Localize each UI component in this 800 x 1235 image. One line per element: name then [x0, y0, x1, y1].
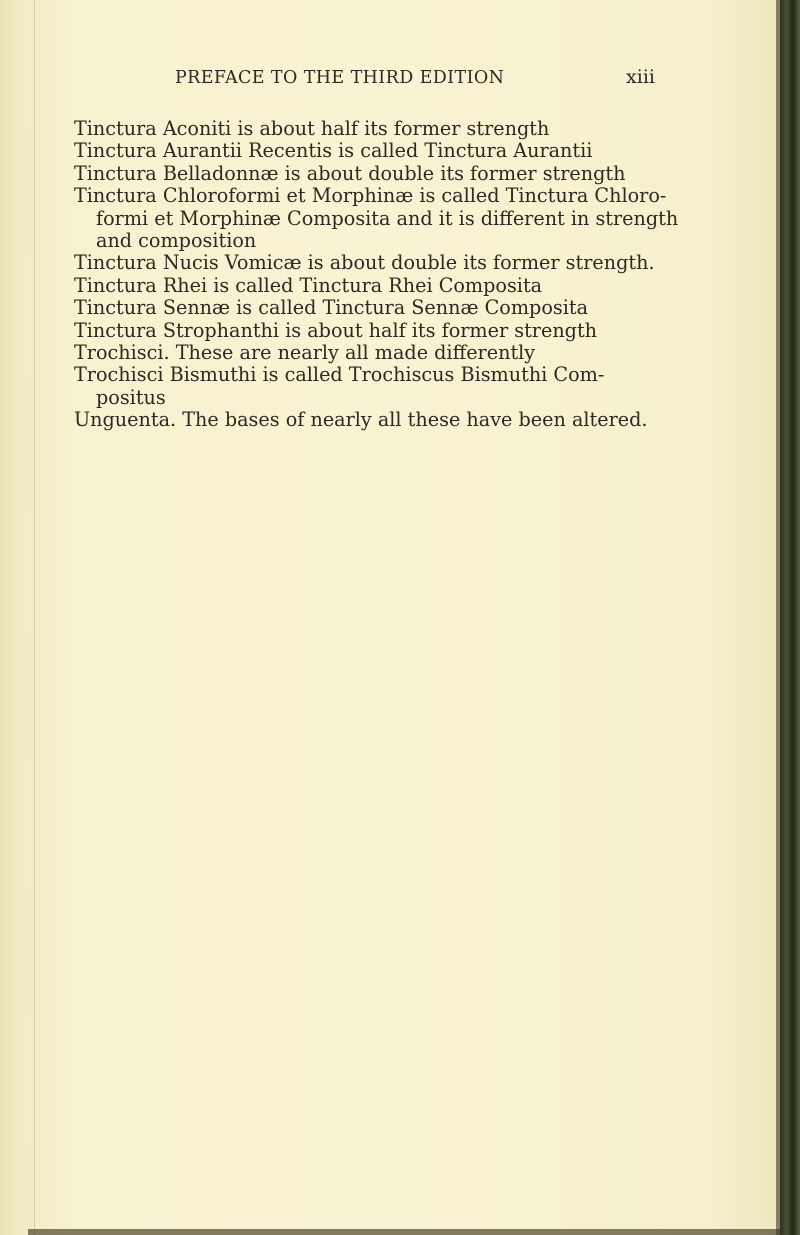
text-line-continued: formi et Morphinæ Composita and it is different in strength: [96, 206, 679, 230]
page-bottom-edge: [28, 1229, 788, 1235]
page-body: [74, 118, 764, 432]
page-number: xiii: [626, 66, 655, 88]
text-line-continued: positus: [96, 385, 166, 409]
text-line: Tinctura Aurantii Recentis is called Tinctura Aurantii: [74, 139, 593, 163]
text-line: Trochisci Bismuthi is called Trochiscus Bismuthi Com-: [74, 363, 605, 387]
text-line-continued: and composition: [96, 229, 257, 253]
text-line: Tinctura Nucis Vomicæ is about double its former strength.: [74, 251, 655, 275]
text-line: Tinctura Rhei is called Tinctura Rhei Composita: [74, 273, 543, 297]
text-line: Tinctura Aconiti is about half its former strength: [74, 117, 550, 140]
text-line: Tinctura Chloroformi et Morphinæ is called Tinctura Chloro-: [74, 184, 667, 208]
page-left-margin: [0, 0, 35, 1235]
book-binding: [780, 0, 800, 1235]
text-line: Tinctura Sennæ is called Tinctura Sennæ Composita: [74, 296, 589, 320]
running-head-title: PREFACE TO THE THIRD EDITION: [175, 68, 505, 88]
text-line: Tinctura Strophanthi is about half its former strength: [74, 318, 598, 342]
text-line: Trochisci. These are nearly all made differently: [74, 341, 536, 365]
text-line: Tinctura Belladonnæ is about double its former strength: [74, 161, 626, 185]
text-line: Unguenta. The bases of nearly all these have been altered.: [74, 408, 648, 432]
running-head: [175, 68, 655, 96]
